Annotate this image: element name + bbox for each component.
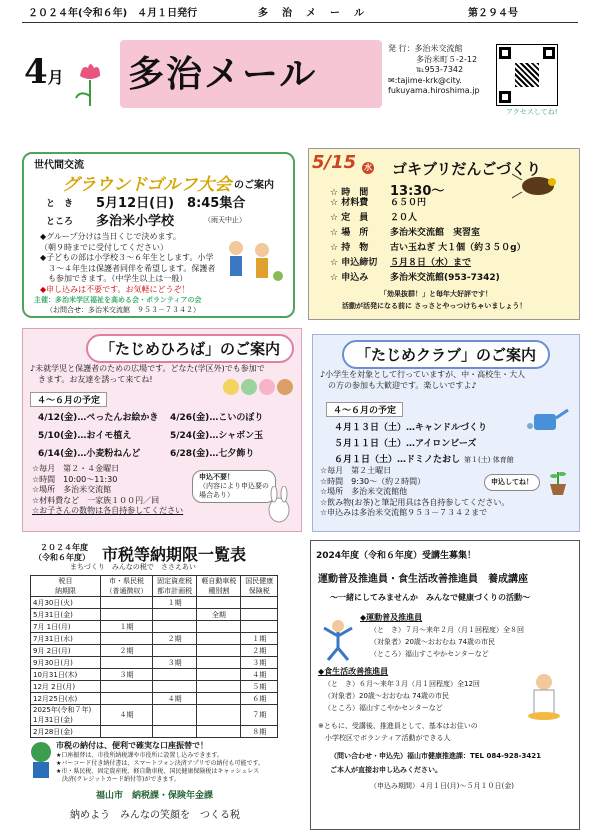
tax-due-date: 9月 2日(月) — [31, 645, 101, 657]
tax-row — [31, 705, 278, 726]
recruit-row: （ところ）福山すこやかセンターなど — [324, 704, 443, 712]
tax-note: ★市・県民税、固定資産税、軽自動車税、国民健康保険税はキャッシュレス — [56, 768, 260, 775]
schedule-date: 5/10(金) — [38, 431, 78, 441]
tax-installment — [197, 693, 241, 705]
club-schedule-note: 第１(土) 体育館 — [464, 456, 514, 464]
schedule-activity: …小麦粉ねんど — [77, 449, 141, 459]
roach-row-label: ☆ 申込締切 — [330, 258, 378, 268]
schedule-date: 6/14(金) — [38, 449, 78, 459]
hiroba-info-line: ☆材料費など 一家族１００円／回 — [32, 495, 160, 505]
tax-year: ２０２４年度 — [40, 543, 88, 552]
tax-installment: ６期 — [241, 693, 278, 705]
tax-due-date: 4月30日(火) — [31, 597, 101, 609]
tax-note: ★バーコード付き納付書は、スマートフォン決済アプリでの納付も可能です。 — [56, 760, 265, 767]
tax-installment — [101, 609, 153, 621]
tax-installment — [152, 681, 196, 693]
rabbit-illustration — [264, 486, 294, 526]
roach-row — [330, 180, 530, 199]
tax-installment — [101, 633, 153, 645]
tax-row — [31, 726, 278, 738]
tax-installment — [101, 693, 153, 705]
tax-installment: 全期 — [197, 609, 241, 621]
schedule-date: ５月１１日（土） — [334, 439, 407, 449]
recruit-row: （と き）７月～来年２月（月１回程度）全８回 — [370, 626, 524, 634]
golf-where-label: ところ — [46, 217, 74, 227]
roach-row-value: ２０人 — [390, 213, 418, 223]
tax-installment — [152, 705, 196, 726]
watering-can-illustration — [520, 406, 570, 436]
recruit-section-2-rows — [324, 680, 480, 716]
tax-installment: ４期 — [101, 705, 153, 726]
tax-installment: ４期 — [152, 693, 196, 705]
cooking-person-illustration — [520, 672, 568, 722]
golf-host: 主催：多治米学区福祉を高める会・ボランティアの会 — [34, 296, 202, 304]
tax-motto: 納めよう みんなの笑顔を つくる税 — [70, 810, 240, 821]
bubble-line: 申込不要！ — [199, 473, 234, 481]
club-info-line: ☆飲み物(お茶)と筆記用具は各自持参してください。 — [320, 497, 510, 507]
tax-due-date: 7月 1日(月) — [31, 621, 101, 633]
roach-row-value: ６５０円 — [390, 198, 427, 208]
tax-col-header: 軽自動車税 種別割 — [197, 576, 241, 597]
golf-note: ◆グループ分けは当日くじで決めます。 — [40, 232, 181, 241]
tax-row — [31, 597, 278, 609]
golf-note: ３～４年生は保護者同伴を希望します。保護者 — [40, 263, 216, 273]
tax-col-header: 税目 納期限 — [31, 576, 101, 597]
bubble-line: 場合あり） — [199, 491, 234, 499]
tax-installment — [152, 726, 196, 738]
tax-installment — [197, 645, 241, 657]
schedule-date: ４月１３日（土） — [334, 423, 407, 433]
tax-col-header: 市・県民税 （普通徴収） — [101, 576, 153, 597]
tax-installment: ３期 — [241, 657, 278, 669]
tax-installment: ３期 — [152, 657, 196, 669]
hiroba-schedule-item — [38, 410, 158, 423]
tulip-illustration — [70, 46, 110, 108]
masthead-line — [28, 4, 568, 18]
schedule-activity: …こいのぼり — [209, 413, 264, 423]
roach-weekday: 水 — [364, 163, 372, 172]
tax-row — [31, 645, 278, 657]
tax-footer-notes — [56, 752, 296, 784]
hiroba-schedule-item — [38, 428, 131, 441]
schedule-activity: …おイモ植え — [77, 431, 132, 441]
recruit-row: （対象者）20歳～おおむね 74歳の市民 — [324, 692, 450, 700]
recruit-note-1: ※ともに、受講後、推進員として、基本はお住いの — [318, 722, 478, 730]
hiroba-title: 「たじめひろば」のご案内 — [86, 334, 294, 363]
publisher-email-1[interactable]: ✉:tajime-krk@city. — [388, 75, 462, 85]
roach-date: 5/15 — [312, 152, 357, 173]
tax-installment: ２期 — [241, 645, 278, 657]
recruit-section-1-rows — [370, 626, 524, 662]
roach-note-2: 活動が活発になる前に さっさとやっつけちゃいましょう！ — [342, 302, 527, 310]
club-title: 「たじめクラブ」のご案内 — [342, 340, 550, 369]
schedule-date: 4/26(金) — [170, 413, 210, 423]
tax-installment — [197, 633, 241, 645]
club-info-line: ☆時間 9:30～（約２時間） — [320, 476, 426, 486]
roach-row-value: 多治米交流館(953-7342) — [390, 273, 500, 283]
tax-installment — [152, 621, 196, 633]
tax-row — [31, 681, 278, 693]
tax-table — [30, 575, 278, 738]
club-intro-2: の方の参加も大歓迎です。楽しいですよ♪ — [320, 381, 477, 390]
golf-rain: （雨天中止） — [204, 216, 246, 224]
golf-note: も参加できます。（中学生以上は一般） — [40, 274, 188, 283]
recruit-row: （対象者）20歳～おおむね 74歳の市民 — [370, 638, 496, 646]
hiroba-info-line: ☆場所 多治米交流館 — [32, 485, 112, 494]
hiroba-intro-1: ♪未就学児と保護者のための広場です。どなた(学区外)でも参加で — [30, 364, 265, 373]
tax-installment: ７期 — [241, 705, 278, 726]
tax-due-date: 2025年(令和７年) 1月31日(金) — [31, 705, 101, 726]
recruit-row: （と き）６月～来年３月（月１回程度）全12回 — [324, 680, 480, 688]
publisher-label: 発 行：多治米交流館 — [388, 44, 463, 53]
tax-installment: １期 — [152, 597, 196, 609]
tax-installment — [101, 681, 153, 693]
tax-installment — [197, 705, 241, 726]
golf-when: 5月12日(日) 8:45集合 — [96, 196, 246, 211]
hiroba-info-line: ☆毎月 第２・４金曜日 — [32, 464, 120, 473]
schedule-activity: …七夕飾り — [209, 449, 255, 459]
tax-header-row — [31, 576, 278, 597]
roach-row — [330, 255, 530, 270]
tax-row — [31, 669, 278, 681]
schedule-activity: …キャンドルづくり — [406, 423, 488, 433]
club-info-line: ☆毎月 第２土曜日 — [320, 466, 392, 475]
golf-notes — [40, 232, 250, 295]
tax-due-date: 12月25日(水) — [31, 693, 101, 705]
tax-installment — [241, 609, 278, 621]
roach-row-value: 古い玉ねぎ 大１個（約３５０g） — [390, 243, 526, 253]
plant-pot-illustration — [544, 468, 572, 496]
tax-installment: ３期 — [101, 669, 153, 681]
newsletter-name-small: 多 治 メ ー ル — [258, 8, 366, 19]
hiroba-intro-2: きます。お友達を誘って来てね! — [30, 375, 153, 384]
hiroba-info-line: ☆時間 10:00～11:30 — [32, 474, 118, 484]
tax-installment: ２期 — [152, 633, 196, 645]
roach-row — [330, 210, 530, 225]
publisher-tel: ℡953-7342 — [416, 65, 464, 74]
bubble-line: （内容により申込要の — [199, 482, 269, 490]
schedule-activity: …アイロンビーズ — [406, 439, 477, 449]
recruit-section-1: ◆運動普及推進員 — [360, 613, 423, 622]
roach-row-label: ☆ 時 間 — [330, 188, 369, 198]
tax-row — [31, 657, 278, 669]
issue-number: 第２９４号 — [468, 8, 518, 19]
tax-installment — [241, 597, 278, 609]
golf-note: （朝９時までに受付してください） — [40, 242, 168, 252]
roach-row — [330, 270, 530, 285]
roach-row-label: ☆ 申込み — [330, 273, 369, 283]
mascot-illustration — [28, 740, 54, 780]
golf-note: ◆申し込みは不要です。お気軽にどうぞ！ — [40, 284, 190, 294]
recruit-contact: （問い合わせ・申込先）福山市健康推進課：TEL 084-928-3421 — [330, 752, 541, 760]
roach-row-value: 多治米交流館 実習室 — [390, 228, 481, 238]
club-intro-1: ♪小学生を対象として行っていますが、中・高校生・大人 — [320, 370, 526, 379]
recruit-heading: 2024年度（令和６年度）受講生募集！ — [316, 551, 477, 561]
tax-installment — [152, 609, 196, 621]
roach-row-label: ☆ 材料費 — [330, 198, 369, 208]
tax-installment — [101, 726, 153, 738]
schedule-date: ６月１日（土） — [334, 455, 398, 465]
tax-due-date: 5月31日(金) — [31, 609, 101, 621]
tax-installment: ２期 — [101, 645, 153, 657]
club-schedule-item — [334, 420, 487, 433]
tax-installment — [197, 726, 241, 738]
hiroba-schedule-item — [170, 446, 254, 459]
recruit-title: 運動普及推進員・食生活改善推進員 養成講座 — [318, 574, 528, 585]
club-info-line: ☆申込みは多治米交流館９５３－７３４２まで — [320, 508, 488, 517]
roach-note-1: 「効果抜群！」と毎年大好評です！ — [380, 290, 492, 298]
roach-details — [330, 180, 530, 285]
recruit-catch: ～一緒にしてみませんか みんなで健康づくりの活動～ — [330, 593, 530, 602]
golf-when-label: と き — [46, 199, 74, 209]
animal-faces-illustration — [222, 378, 294, 396]
tax-title: 市税等納期限一覧表 — [102, 545, 247, 564]
recruit-section-2: ◆食生活改善推進員 — [318, 667, 389, 676]
header-rule — [22, 22, 578, 23]
tax-row — [31, 693, 278, 705]
schedule-date: 6/28(金) — [170, 449, 210, 459]
club-schedule-item — [334, 436, 476, 449]
recruit-note-2: 小学校区でボランティア活動ができる人 — [318, 734, 451, 742]
tax-installment: ８期 — [241, 726, 278, 738]
tax-installment — [197, 681, 241, 693]
tax-row — [31, 633, 278, 645]
schedule-date: 4/12(金) — [38, 413, 78, 423]
schedule-activity: …ぺったんお絵かき — [77, 413, 159, 423]
tax-installment: １期 — [241, 633, 278, 645]
tax-due-date: 10月31日(木) — [31, 669, 101, 681]
roach-row-label: ☆ 場 所 — [330, 228, 369, 238]
schedule-activity: …ドミノたおし — [397, 455, 461, 465]
tax-col-header: 国民健康 保険税 — [241, 576, 278, 597]
tax-due-date: 2月28日(金) — [31, 726, 101, 738]
exercise-person-illustration — [318, 618, 358, 662]
publisher-email-2[interactable]: fukuyama.hiroshima.jp — [388, 86, 480, 95]
tax-dept: 福山市 納税課・保険年金課 — [96, 791, 214, 801]
hiroba-schedule-item — [38, 446, 140, 459]
club-info — [320, 466, 509, 519]
qr-caption: アクセスしてね! — [506, 108, 558, 116]
tax-installment: ４期 — [241, 669, 278, 681]
club-info-line: ☆場所 多治米交流館他 — [320, 487, 408, 496]
cockroach-illustration — [512, 170, 564, 200]
golf-title: グラウンドゴルフ大会 — [62, 175, 232, 195]
schedule-activity: …シャボン玉 — [209, 431, 264, 441]
club-schedule-label: ４～６月の予定 — [326, 402, 403, 417]
tax-year-2: （令和６年度） — [34, 553, 90, 562]
hiroba-info — [32, 464, 183, 517]
club-bubble: 申込してね！ — [484, 474, 540, 491]
tax-installment — [197, 657, 241, 669]
issue-date: ２０２４年(令和６年) ４月１日発行 — [28, 8, 198, 19]
tax-footer-title: 市税の納付は、便利で確実な口座振替で！ — [56, 741, 208, 750]
recruit-period: （申込み期間）４月１日(月)～５月１０日(金) — [370, 782, 514, 790]
tax-installment — [152, 669, 196, 681]
schedule-date: 5/24(金) — [170, 431, 210, 441]
golf-tag: 世代間交流 — [34, 160, 84, 171]
roach-row — [330, 240, 530, 255]
tax-due-date: 12月 2日(月) — [31, 681, 101, 693]
month-title — [24, 52, 64, 92]
golf-people-illustration — [222, 236, 286, 290]
tax-col-header: 固定資産税 都市計画税 — [152, 576, 196, 597]
tax-installment — [152, 645, 196, 657]
tax-installment: ５期 — [241, 681, 278, 693]
roach-row-value: 13:30～ — [390, 184, 445, 199]
hiroba-schedule-item — [170, 410, 263, 423]
roach-title: ゴキブリだんごづくり — [392, 160, 542, 178]
tax-installment: １期 — [101, 621, 153, 633]
tax-due-date: 7月31日(水) — [31, 633, 101, 645]
tax-row — [31, 621, 278, 633]
roach-row — [330, 225, 530, 240]
club-schedule-item — [334, 452, 514, 465]
golf-title-suffix: のご案内 — [234, 180, 274, 191]
hiroba-info-line: ☆お子さんの数物は各自持参してください — [32, 506, 184, 515]
month-unit: 月 — [47, 68, 64, 87]
publisher-address: 多治米町５-2-12 — [416, 54, 478, 64]
tax-installment — [241, 621, 278, 633]
hiroba-schedule-item — [170, 428, 263, 441]
tax-row — [31, 609, 278, 621]
month-number: 4 — [24, 52, 48, 92]
recruit-apply: ご本人が直接お申し込みください。 — [330, 766, 442, 774]
tax-note: ★口座振替は、市役所納税課や市役所に設置し込みできます。 — [56, 752, 223, 759]
tax-installment — [197, 621, 241, 633]
tax-installment — [197, 597, 241, 609]
tax-note: 決済(クレジットカード納付等)ができます。 — [56, 776, 180, 783]
recruit-row: （ところ）福山すこやかセンターなど — [370, 650, 489, 658]
golf-contact: （お問合せ：多治米交流館 ９５３－７３４２） — [46, 306, 200, 314]
tax-installment — [101, 657, 153, 669]
roach-row-label: ☆ 持 物 — [330, 243, 369, 253]
tax-installment — [101, 597, 153, 609]
qr-code[interactable] — [496, 44, 558, 106]
golf-where: 多治米小学校 — [96, 214, 175, 229]
roach-row-label: ☆ 定 員 — [330, 213, 369, 223]
hiroba-schedule-label: ４～６月の予定 — [30, 392, 107, 407]
tax-due-date: 9月30日(月) — [31, 657, 101, 669]
golf-note: ◆子どもの部は小学校３～６年生とします。小学 — [40, 253, 214, 262]
tax-slogan: まちづくり みんなの税で ささえあい — [70, 563, 196, 571]
tax-installment — [197, 669, 241, 681]
newsletter-title: 多治メール — [128, 54, 318, 95]
roach-row-value: ５月８日（水）まで — [390, 258, 472, 268]
